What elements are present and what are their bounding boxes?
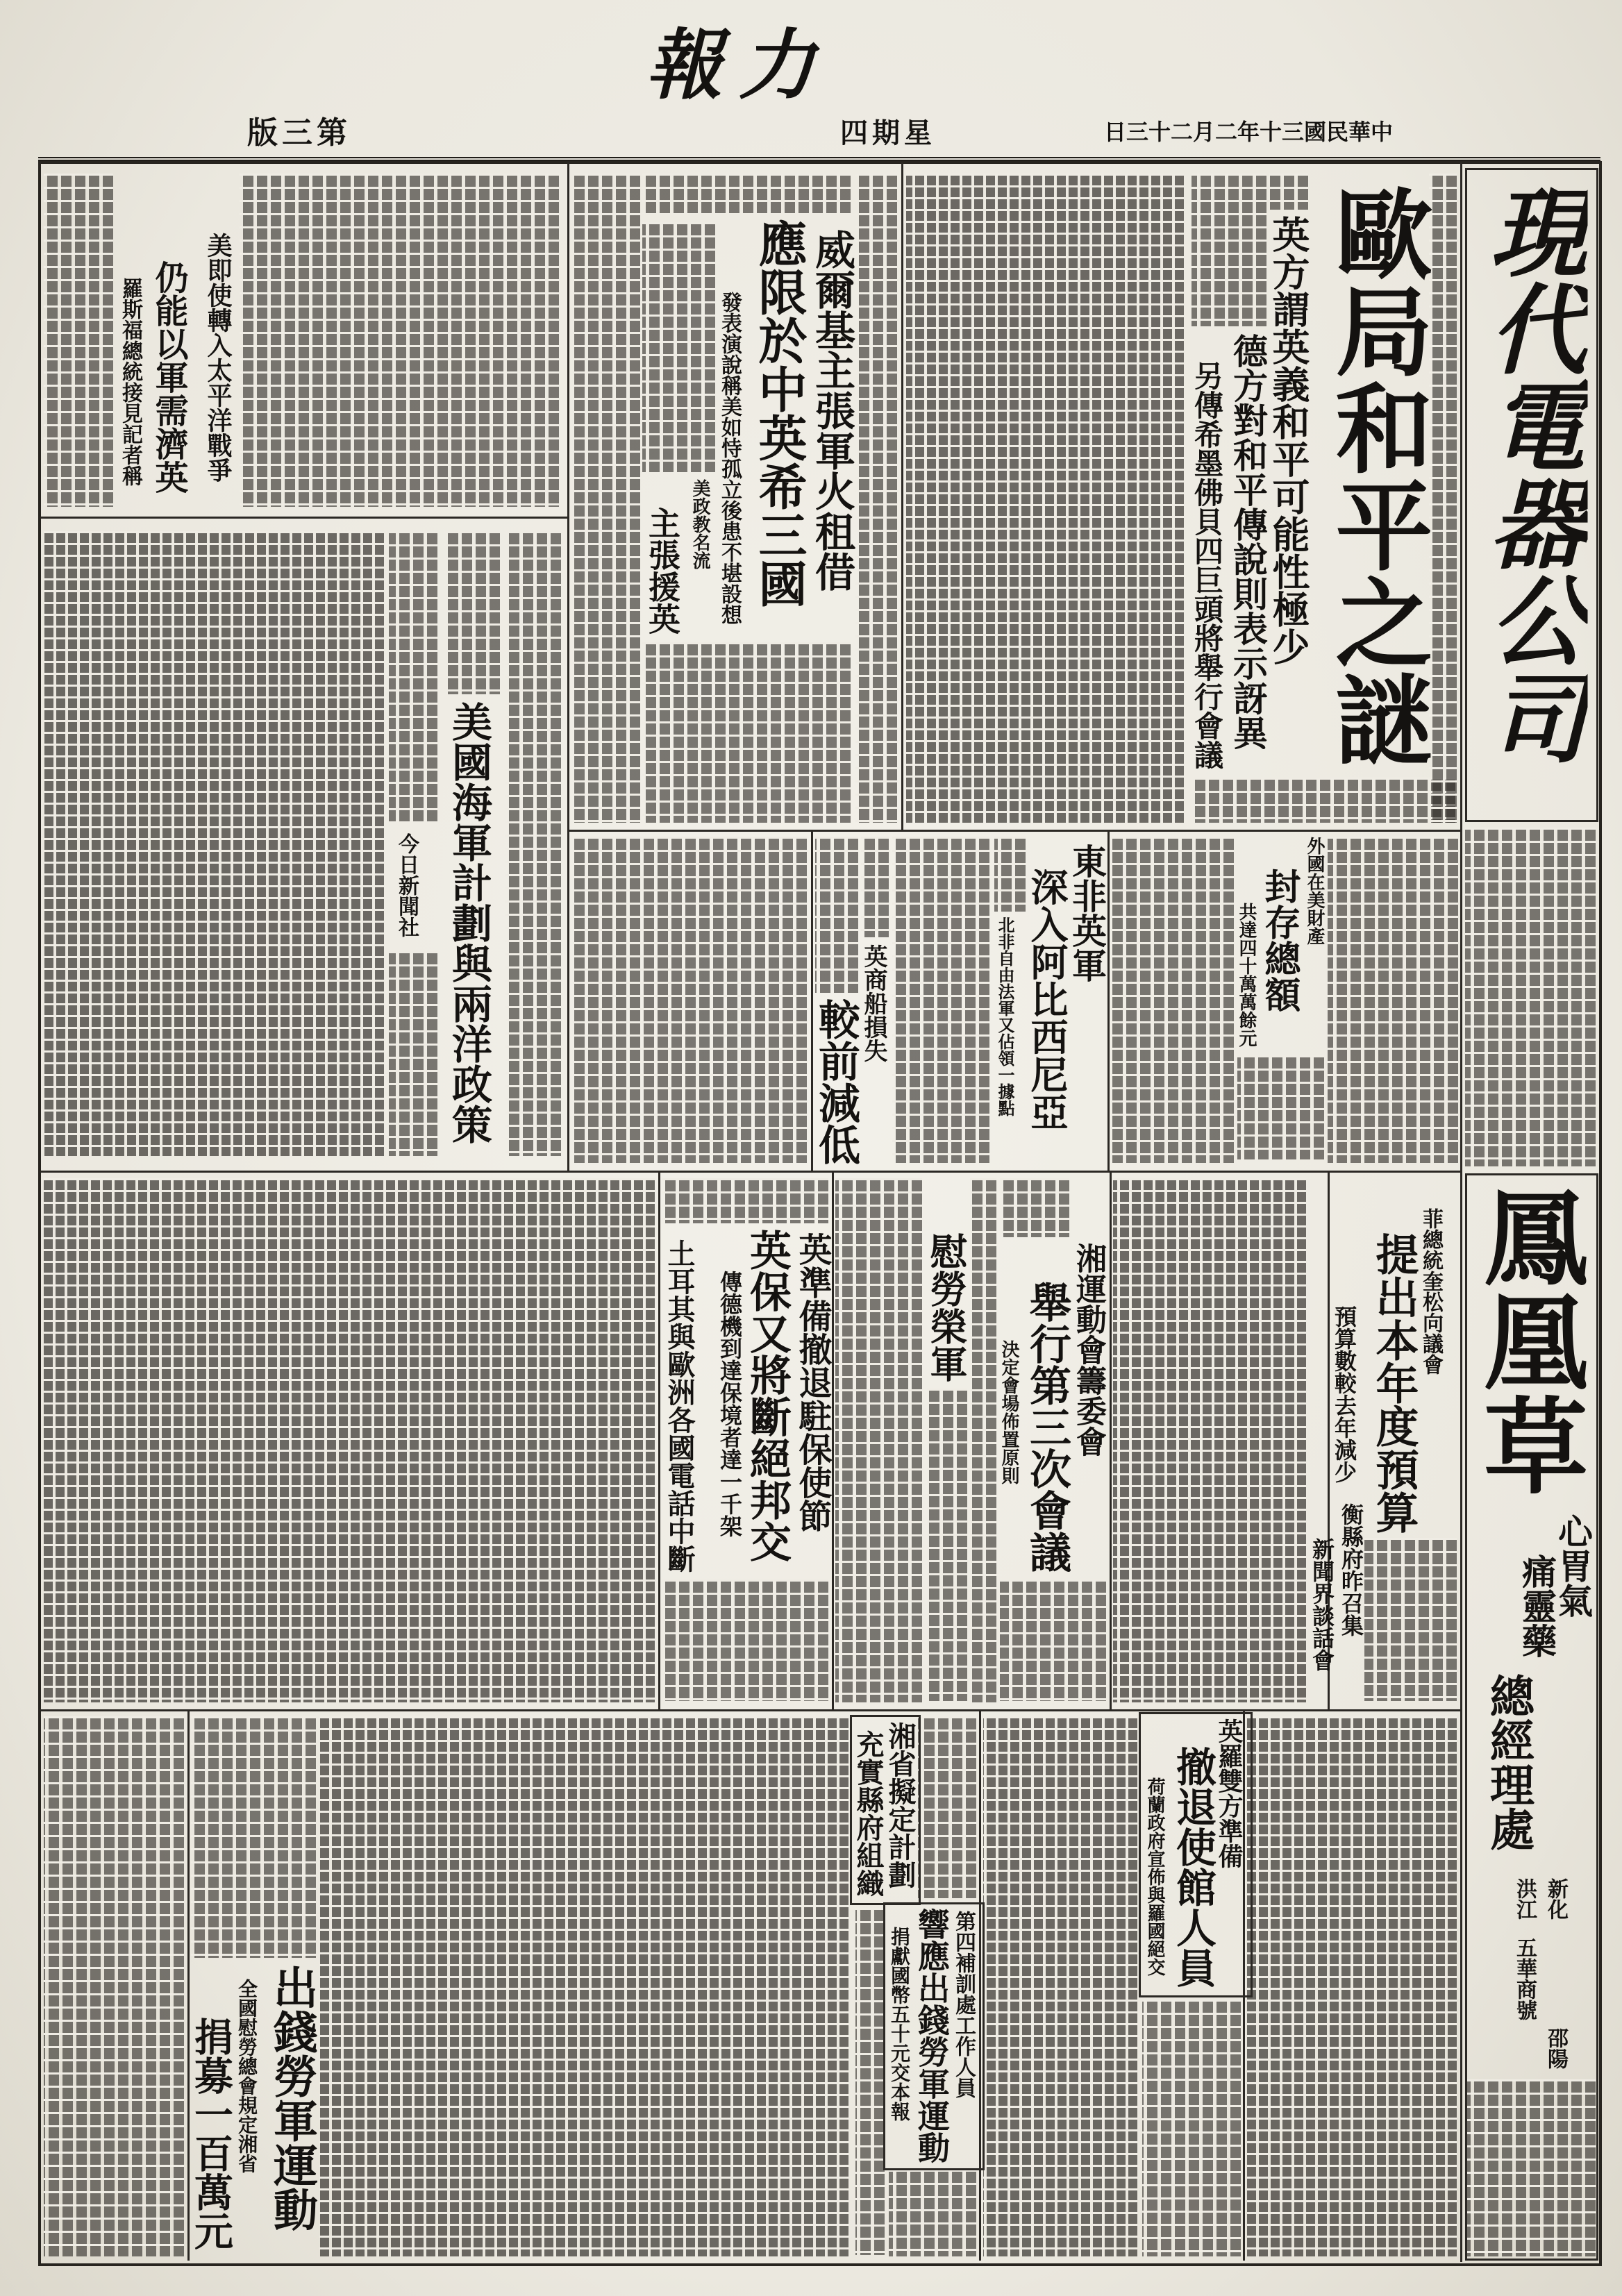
subheadline-philippines: 預算數較去年減少: [1332, 1305, 1357, 1483]
column-rule: [1107, 830, 1110, 1171]
headline-europe-peace: 歐局和平之謎: [1321, 184, 1429, 767]
body-text-veterans: [927, 1389, 967, 1701]
subheadline-europe-peace-3: 另傳希墨佛貝四巨頭將舉行會議: [1190, 361, 1222, 769]
body-text-europe-peace: [1192, 174, 1266, 326]
headline-bulgaria-1: 英準備撤退駐保使節: [794, 1232, 830, 1532]
body-text-willkie: [642, 222, 715, 472]
headline-philippines-2: 提出本年度預算: [1369, 1232, 1416, 1534]
body-text-frozen-assets: [1328, 837, 1458, 1163]
subheadline-europe-peace-1: 英方謂英義和平可能性極少: [1267, 215, 1309, 665]
headline-sports-meet-1: 湘運動會籌委會: [1071, 1243, 1105, 1457]
headline-fundraising-2: 全國慰勞總會規定湘省: [235, 1979, 257, 2173]
body-text-europe-peace: [1429, 174, 1457, 823]
body-text-romania: [983, 1716, 1137, 2256]
body-text-navy: [444, 531, 500, 694]
body-text-county-gov: [855, 1908, 885, 2255]
headline-willkie-2: 應限於中英希三國: [751, 219, 805, 607]
headline-county-gov-2: 充實縣府組織: [853, 1730, 884, 1897]
headline-philippines-1: 菲總統奎松向議會: [1419, 1208, 1442, 1375]
headline-frozen-assets-2: 封存總額: [1259, 868, 1298, 1012]
subheadline-east-africa: 北非自由法軍又佔領一據點: [995, 916, 1013, 1116]
body-text-navy: [44, 531, 384, 1156]
body-text-fundraising: [191, 1716, 316, 1958]
body-text-navy: [505, 531, 561, 1156]
headline-shipping-2: 較前減低: [813, 998, 859, 1165]
headline-religious-leaders-a: 美政教名流: [690, 479, 710, 569]
section-rule: [40, 517, 567, 519]
headline-sports-meet-2: 舉行第三次會議: [1024, 1281, 1070, 1573]
headline-fundraising-1: 出錢勞軍運動: [267, 1965, 317, 2231]
body-text-roosevelt: [240, 174, 559, 507]
subheadline-frozen-assets: 共達四十萬萬餘元: [1237, 903, 1257, 1047]
column-rule: [901, 162, 903, 830]
masthead: 力報: [646, 24, 832, 108]
weekday: 星期四: [840, 117, 936, 149]
byline-navy: 今日新聞社: [395, 833, 418, 937]
body-text-east-africa: [994, 837, 1026, 912]
ad-medicine-branch: 邵陽: [1544, 2027, 1567, 2069]
body-text-willkie: [642, 642, 851, 823]
body-text-county-gov: [918, 1716, 976, 1898]
subheadline-bulgaria-2: 土耳其與歐洲各國電話中斷: [664, 1239, 695, 1573]
body-text-frozen-assets: [1112, 837, 1234, 1163]
subheadline-donation: 捐獻國幣五十元交本報: [888, 1927, 910, 2121]
headline-hengxian-1: 衡縣府昨召集: [1339, 1503, 1364, 1636]
body-text-europe-peace: [1192, 778, 1455, 823]
body-text-sports-meet: [1000, 1178, 1069, 1237]
ad-medicine-branch: 五華商號: [1513, 1937, 1536, 2020]
headline-romania-1: 英羅雙方準備: [1215, 1718, 1243, 1868]
subheadline-roosevelt: 羅斯福總統接見記者稱: [119, 278, 142, 486]
subheadline-willkie: 發表演說稱美如恃孤立後患不堪設想: [718, 292, 741, 625]
page-number: 第三版: [247, 116, 351, 150]
ad-small-print: [1465, 828, 1596, 1166]
body-text-romania: [1247, 1716, 1457, 2256]
body-text-misc: [319, 1716, 848, 2256]
ad-electric-company-name: 現代電器公司: [1475, 182, 1583, 765]
headline-religious-leaders-b: 主張援英: [644, 507, 680, 635]
headline-romania-2: 撤退使館人員: [1170, 1746, 1215, 1988]
subheadline-romania: 荷蘭政府宣佈與羅國絕交: [1145, 1777, 1165, 1976]
body-text-navy: [389, 531, 437, 823]
body-text-east-africa: [892, 837, 989, 1163]
body-text-europe-peace: [1269, 174, 1308, 210]
body-text-navy: [389, 951, 437, 1156]
body-text-veterans: [835, 1178, 922, 1702]
subheadline-europe-peace-2: 德方對和平傳說則表示訝異: [1228, 333, 1267, 750]
body-text-willkie: [574, 837, 807, 1163]
headline-navy: 美國海軍計劃與兩洋政策: [446, 701, 491, 1144]
subheadline-bulgaria-1: 傳德機到達保境者達一千架: [717, 1271, 742, 1537]
column-rule: [658, 1171, 660, 1709]
body-text-willkie: [855, 174, 897, 823]
body-text-europe-peace: [906, 174, 1184, 823]
headline-veterans: 慰勞榮軍: [925, 1232, 967, 1382]
column-rule: [1460, 162, 1462, 2262]
body-text-bulgaria: [662, 1579, 828, 1701]
headline-fundraising-3: 捐募一百萬元: [189, 2017, 232, 2250]
body-text-sports-meet: [1000, 1579, 1106, 1701]
headline-hengxian-2: 新聞界談話會: [1310, 1538, 1335, 1671]
issue-date: 中華民國三十年二月二十三日: [1104, 119, 1394, 144]
body-text-philippines: [1113, 1178, 1306, 1702]
ad-medicine-branch: 新化: [1544, 1878, 1567, 1920]
headline-donation-2: 響應出錢勞軍運動: [914, 1908, 949, 2163]
column-rule: [832, 1171, 834, 1709]
headline-bulgaria-2: 英保又將斷絕邦交: [744, 1229, 790, 1562]
ad-medicine-head-office: 總經理處: [1484, 1673, 1533, 1851]
ad-medicine-branch: 洪江: [1513, 1878, 1536, 1920]
section-rule: [40, 1171, 1460, 1173]
body-text-donation: [889, 2170, 976, 2256]
subheadline-sports-meet: 決定會場佈置原則: [999, 1340, 1019, 1484]
body-text-navy-continued: [44, 1178, 655, 1702]
headline-east-africa-2: 深入阿比西尼亞: [1026, 868, 1067, 1130]
headline-roosevelt-2: 仍能以軍需濟英: [150, 260, 187, 494]
headline-county-gov-1: 湘省擬定計劃: [885, 1722, 916, 1888]
body-text-shipping: [861, 837, 889, 937]
section-rule: [40, 1709, 1460, 1711]
headline-willkie-1: 威爾基主張軍火租借: [809, 229, 854, 592]
body-text-shipping: [815, 837, 858, 993]
body-text-bulgaria: [662, 1178, 828, 1223]
body-text-fundraising: [44, 1716, 184, 2256]
ad-medicine-tagline-b: 痛靈藥: [1517, 1554, 1556, 1658]
ad-medicine-brand: 鳳凰草: [1468, 1184, 1583, 1496]
column-rule: [1110, 1171, 1112, 1709]
body-text-hengxian: [1364, 1538, 1457, 1701]
headline-roosevelt-1: 美即使轉入太平洋戰爭: [204, 233, 232, 483]
headline-shipping-1: 英商船損失: [860, 944, 886, 1062]
body-text-willkie: [642, 174, 851, 214]
body-text-romania: [1142, 2000, 1241, 2256]
headline-donation-1: 第四補訓處工作人員: [952, 1911, 975, 2098]
section-rule: [567, 830, 1460, 832]
body-text-frozen-assets: [1237, 1055, 1324, 1159]
column-rule: [567, 162, 569, 1171]
body-text-veterans: [970, 1178, 996, 1702]
ad-medicine-tagline-a: 心胃氣: [1553, 1514, 1592, 1618]
headline-frozen-assets-1: 外國在美財產: [1305, 837, 1325, 945]
headline-east-africa-1: 東非英軍: [1067, 844, 1106, 982]
body-text-roosevelt: [44, 174, 113, 507]
body-text-willkie: [574, 174, 640, 823]
